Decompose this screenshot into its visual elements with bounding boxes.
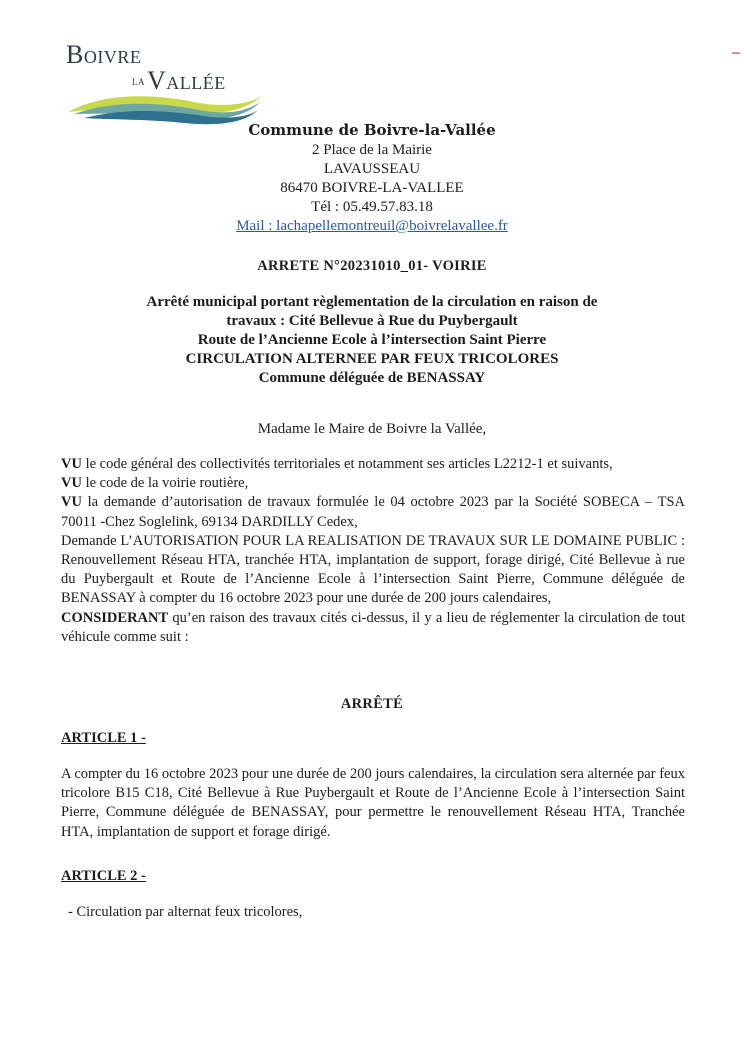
logo-text-small: la	[132, 73, 145, 88]
vu-text: le code de la voirie routière,	[81, 475, 249, 492]
mail-link[interactable]: Mail : lachapellemontreuil@boivrelavallee.fr	[236, 218, 508, 234]
article-1-heading: ARTICLE 1 -	[61, 730, 146, 746]
vu-paragraph	[61, 455, 685, 474]
logo-text-main: Vallée	[147, 66, 226, 95]
mail-line[interactable]	[0, 218, 744, 235]
considerant-paragraph	[61, 609, 685, 647]
considerations	[61, 455, 685, 647]
article-2-heading: ARTICLE 2 -	[61, 868, 146, 884]
vu-paragraph	[61, 493, 685, 531]
arrete-heading: ARRÊTÉ	[340, 696, 404, 712]
vu-paragraph	[61, 474, 685, 493]
address-line-2: LAVAUSSEAU	[323, 161, 421, 177]
subject-block	[0, 293, 744, 388]
article-1-text: A compter du 16 octobre 2023 pour une durée de 200 jours calendaires, la circulation sera alternée par feux tricolore B15 C18, Cité Bellevue à Rue Puybergault et Route de l’Ancienne Ecole à l’intersection Saint Pierre, Commune déléguée de BENASSAY, pour permettre le renouvellement Réseau HTA, Tranchée HTA, implantation de support et forage dirigé.	[61, 766, 685, 840]
subject-line: Route de l’Ancienne Ecole à l’intersection Saint Pierre	[197, 332, 547, 348]
vu-label: VU	[61, 456, 82, 472]
vu-text: la demande d’autorisation de travaux formulée le 04 octobre 2023 par la Société SOBECA – TSA 70011 -Chez Soglelink, 69134 DARDILLY Cedex,	[61, 494, 685, 530]
margin-mark	[732, 52, 740, 54]
subject-line: Commune déléguée de BENASSAY	[258, 370, 486, 386]
logo-text-line1: Boivre	[66, 40, 142, 69]
article-2-text: - Circulation par alternat feux tricolores,	[68, 904, 303, 920]
vu-label: VU	[61, 475, 82, 492]
subject-line: CIRCULATION ALTERNEE PAR FEUX TRICOLORES	[185, 351, 559, 367]
phone-line: Tél : 05.49.57.83.18	[311, 199, 433, 215]
subject-line: Arrêté municipal portant règlementation de la circulation en raison de	[146, 294, 598, 310]
subject-line: travaux : Cité Bellevue à Rue du Puybergault	[226, 313, 518, 329]
address-line-1: 2 Place de la Mairie	[312, 142, 432, 158]
arrete-number: ARRETE N°20231010_01- VOIRIE	[257, 258, 487, 274]
considerant-text: qu’en raison des travaux cités ci-dessus, il y a lieu de réglementer la circulation de tout véhicule comme suit :	[61, 609, 685, 645]
commune-name: Commune de Boivre-la-Vallée	[248, 121, 496, 139]
considerant-label: CONSIDERANT	[61, 609, 169, 626]
commune-logo	[64, 40, 264, 130]
address-line-3: 86470 BOIVRE-LA-VALLEE	[280, 180, 464, 196]
vu-text: le code général des collectivités territoriales et notamment ses articles L2212-1 et suivants,	[81, 456, 613, 472]
vu-label: VU	[61, 494, 82, 511]
salutation: Madame le Maire de Boivre la Vallée,	[257, 421, 487, 437]
demande-paragraph: Demande L’AUTORISATION POUR LA REALISATION DE TRAVAUX SUR LE DOMAINE PUBLIC : Renouvellement Réseau HTA, tranchée HTA, implantation de support, forage dirigé, Cité Bellevue à rue du Puybergault et Route de l’Ancienne Ecole à l’intersection Saint Pierre, Commune déléguée de BENASSAY à compter du 16 octobre 2023 pour une durée de 200 jours calendaires,	[61, 532, 685, 607]
